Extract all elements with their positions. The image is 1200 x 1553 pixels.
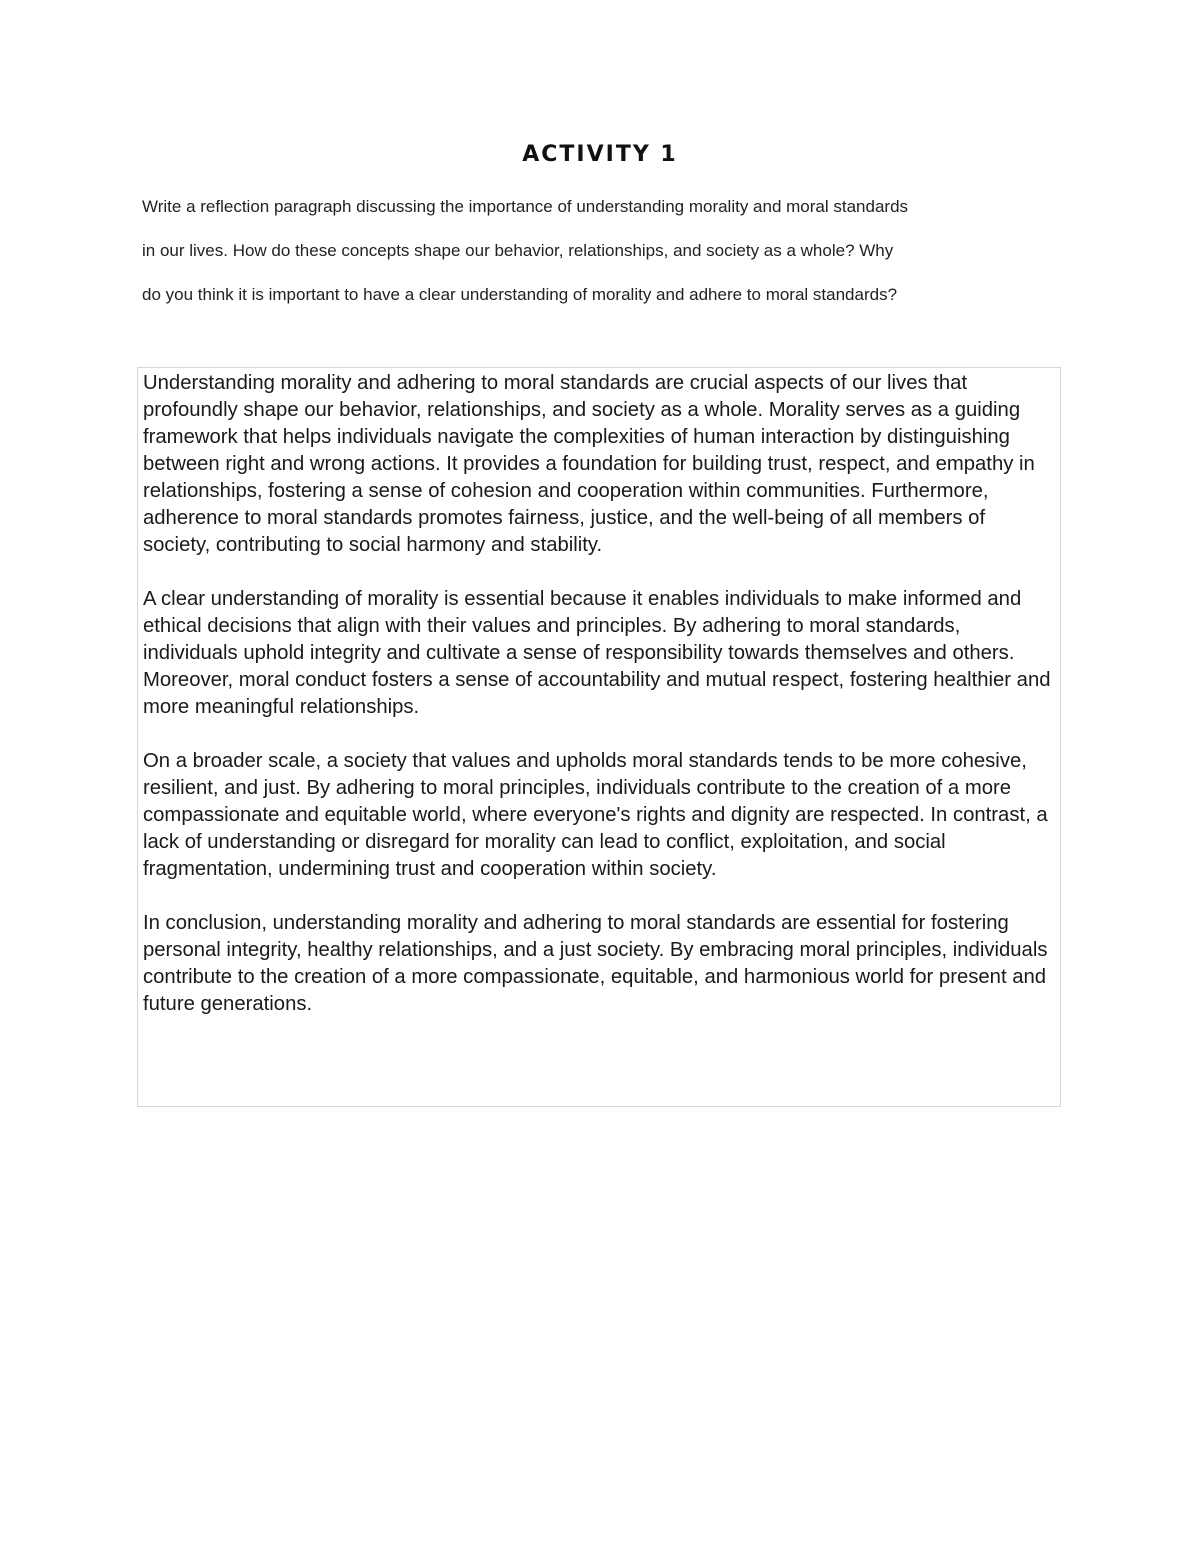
answer-paragraph: On a broader scale, a society that values and upholds moral standards tends to be more cohesive, resilient, and just. By adhering to moral principles, individuals contribute to the creation of a more compassionate and equitable world, where everyone's rights and dignity are respected. In contrast, a lack of understanding or disregard for morality can lead to conflict, exploitation, and social fragmentation, undermining trust and cooperation within society. (143, 750, 1048, 880)
prompt-line: in our lives. How do these concepts shape our behavior, relationships, and society as a whole? Why (142, 241, 894, 260)
answer-paragraph: Understanding morality and adhering to moral standards are crucial aspects of our lives that profoundly shape our behavior, relationships, and society as a whole. Morality serves as a guiding framework that helps individuals navigate the complexities of human interaction by distinguishing between right and wrong actions. It provides a foundation for building trust, respect, and empathy in relationships, fostering a sense of cohesion and cooperation within communities. Furthermore, adherence to moral standards promotes fairness, justice, and the well-being of all members of society, contributing to social harmony and stability. (143, 372, 1035, 556)
activity-prompt (142, 190, 1082, 322)
prompt-line: Write a reflection paragraph discussing the importance of understanding morality and moral standards (142, 197, 909, 216)
answer-text-box (137, 367, 1061, 1107)
prompt-line: do you think it is important to have a clear understanding of morality and adhere to moral standards? (142, 285, 898, 304)
answer-paragraph: In conclusion, understanding morality and adhering to moral standards are essential for fostering personal integrity, healthy relationships, and a just society. By embracing moral principles, individuals contribute to the creation of a more compassionate, equitable, and harmonious world for present and future generations. (143, 912, 1048, 1015)
page-title: ACTIVITY 1 (522, 142, 678, 167)
answer-paragraph: A clear understanding of morality is essential because it enables individuals to make informed and ethical decisions that align with their values and principles. By adhering to moral standards, individuals uphold integrity and cultivate a sense of responsibility towards themselves and others. Moreover, moral conduct fosters a sense of accountability and mutual respect, fostering healthier and more meaningful relationships. (143, 588, 1051, 718)
